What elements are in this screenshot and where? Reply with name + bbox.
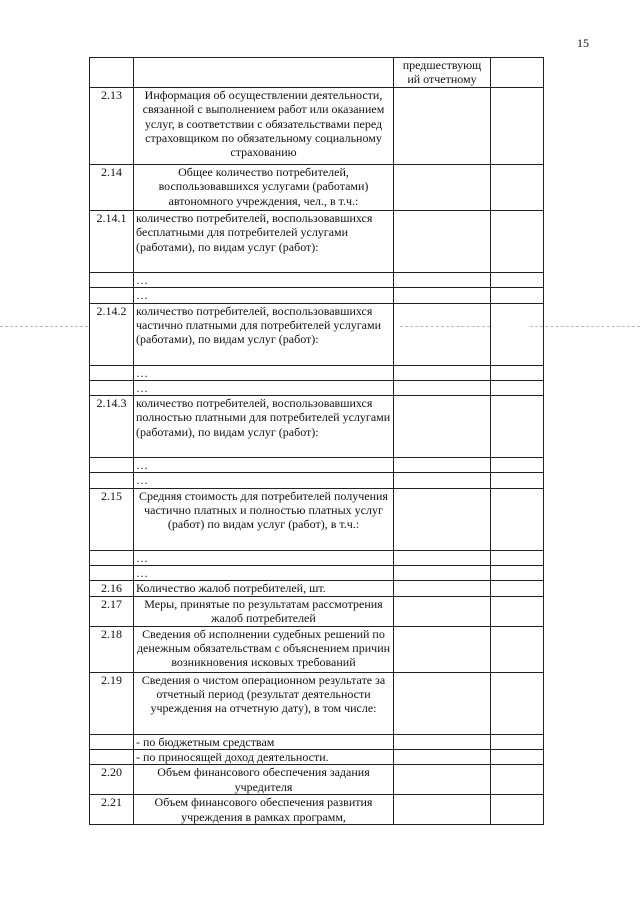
table-row [90,380,544,395]
row-current-value [491,88,544,165]
row-current-value [491,765,544,795]
row-number: 2.14 [90,165,134,211]
row-description: … [134,273,394,288]
row-current-value [491,566,544,581]
row-number: 2.17 [90,596,134,626]
row-current-value [491,596,544,626]
table-row [90,365,544,380]
row-number [90,288,134,303]
row-number [90,749,134,764]
row-description: Объем финансового обеспечения развития учреждения в рамках программ, [134,795,394,825]
row-number: 2.14.2 [90,303,134,365]
row-description: … [134,550,394,565]
row-prev-period-value [394,396,491,458]
row-prev-period-value [394,734,491,749]
header-cell-prev-period: предшествующ ий отчетному [394,58,491,88]
table-row [90,765,544,795]
row-current-value [491,365,544,380]
row-description: количество потребителей, воспользовавшихся бесплатными для потребителей услугами (работами), по видам услуг (работ): [134,211,394,273]
row-number: 2.20 [90,765,134,795]
row-prev-period-value [394,566,491,581]
row-prev-period-value [394,380,491,395]
scan-artifact-right [530,326,640,327]
row-current-value [491,303,544,365]
row-prev-period-value [394,626,491,672]
table-row [90,473,544,488]
row-prev-period-value [394,288,491,303]
header-cell-desc [134,58,394,88]
table-row [90,396,544,458]
table-row [90,458,544,473]
row-description: Объем финансового обеспечения задания учредителя [134,765,394,795]
row-number [90,273,134,288]
row-prev-period-value [394,211,491,273]
row-current-value [491,211,544,273]
header-cell-num [90,58,134,88]
row-description: … [134,566,394,581]
row-prev-period-value [394,303,491,365]
row-prev-period-value [394,550,491,565]
table-row [90,566,544,581]
row-current-value [491,795,544,825]
row-description: количество потребителей, воспользовавшихся полностью платными для потребителей услугами (работами), по видам услуг (работ): [134,396,394,458]
row-description: … [134,365,394,380]
row-current-value [491,550,544,565]
table-header-row [90,58,544,88]
row-current-value [491,734,544,749]
row-current-value [491,488,544,550]
table-row [90,734,544,749]
row-number: 2.18 [90,626,134,672]
row-number [90,734,134,749]
row-description: Сведения о чистом операционном результате за отчетный период (результат деятельности учреждения на отчетную дату), в том числе: [134,672,394,734]
scan-artifact-left [0,326,88,327]
table-row [90,749,544,764]
row-number: 2.19 [90,672,134,734]
row-prev-period-value [394,165,491,211]
table-row [90,795,544,825]
row-current-value [491,626,544,672]
row-prev-period-value [394,488,491,550]
row-current-value [491,749,544,764]
table-row [90,672,544,734]
header-cell-value [491,58,544,88]
row-current-value [491,273,544,288]
row-number: 2.21 [90,795,134,825]
row-current-value [491,473,544,488]
row-prev-period-value [394,672,491,734]
row-number [90,473,134,488]
row-prev-period-value [394,749,491,764]
table-row [90,88,544,165]
table-row [90,165,544,211]
row-description: Общее количество потребителей, воспользовавшихся услугами (работами) автономного учреждения, чел., в т.ч.: [134,165,394,211]
row-current-value [491,458,544,473]
table-row [90,626,544,672]
row-description: количество потребителей, воспользовавшихся частично платными для потребителей услугами (работами), по видам услуг (работ): [134,303,394,365]
row-description: Информация об осуществлении деятельности, связанной с выполнением работ или оказанием услуг, в соответствии с обязательствами перед страховщиком по обязательному социальному страхованию [134,88,394,165]
row-number [90,566,134,581]
row-number: 2.16 [90,581,134,596]
row-number [90,365,134,380]
table-row [90,550,544,565]
page-number: 15 [577,36,589,50]
row-number: 2.15 [90,488,134,550]
row-prev-period-value [394,795,491,825]
row-prev-period-value [394,765,491,795]
row-description: … [134,380,394,395]
row-prev-period-value [394,458,491,473]
row-current-value [491,380,544,395]
row-description: Количество жалоб потребителей, шт. [134,581,394,596]
row-number [90,550,134,565]
row-number [90,380,134,395]
row-current-value [491,396,544,458]
row-prev-period-value [394,581,491,596]
table-row [90,581,544,596]
row-prev-period-value [394,88,491,165]
row-current-value [491,165,544,211]
form-table [89,57,544,825]
table-row [90,288,544,303]
row-description: … [134,473,394,488]
table-row [90,596,544,626]
table-body [90,58,544,825]
row-number: 2.14.1 [90,211,134,273]
row-current-value [491,288,544,303]
row-description: … [134,458,394,473]
row-current-value [491,581,544,596]
row-prev-period-value [394,473,491,488]
table-row [90,488,544,550]
row-description: - по бюджетным средствам [134,734,394,749]
row-description: Средняя стоимость для потребителей получения частично платных и полностью платных услуг (работ) по видам услуг (работ), в т.ч.: [134,488,394,550]
row-prev-period-value [394,365,491,380]
row-description: Сведения об исполнении судебных решений по денежным обязательствам с объяснением причин возникновения исковых требований [134,626,394,672]
table-row [90,273,544,288]
row-number: 2.14.3 [90,396,134,458]
row-description: Меры, принятые по результатам рассмотрения жалоб потребителей [134,596,394,626]
row-number: 2.13 [90,88,134,165]
table-row [90,211,544,273]
row-number [90,458,134,473]
table-row [90,303,544,365]
row-prev-period-value [394,273,491,288]
row-description: - по приносящей доход деятельности. [134,749,394,764]
row-current-value [491,672,544,734]
row-prev-period-value [394,596,491,626]
row-description: … [134,288,394,303]
